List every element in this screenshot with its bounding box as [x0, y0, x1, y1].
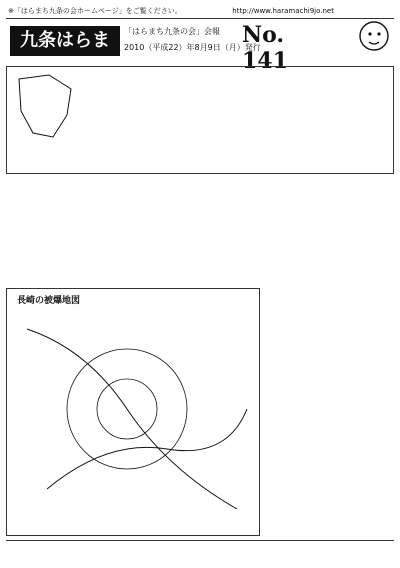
- footer-note: [6, 540, 394, 564]
- column-d: [236, 178, 262, 284]
- map-title: 長崎の被爆地図: [17, 296, 81, 306]
- intro-paragraph: [83, 71, 389, 169]
- column-g: [262, 288, 314, 536]
- column-b: [150, 178, 170, 284]
- column-f: [318, 178, 394, 556]
- column-c: [174, 178, 234, 284]
- column-a: [6, 178, 146, 284]
- mascot-illustration: [336, 2, 396, 66]
- kyushu-mini-map: [9, 71, 79, 143]
- site-url[interactable]: http://www.haramachi9jo.net: [232, 7, 334, 15]
- intro-box: [6, 66, 394, 174]
- site-label: ※「はらまち九条の会ホームページ」をご覧ください。: [8, 7, 182, 15]
- publisher: 「はらまち九条の会」会報: [124, 27, 220, 36]
- masthead: [6, 20, 336, 77]
- newsletter-title: 九条はらまち: [10, 26, 120, 56]
- bombing-map: [6, 288, 260, 536]
- issue-number: No. 141: [242, 22, 288, 74]
- map-drawing: [7, 289, 259, 535]
- issue-date: 2010（平成22）年8月9日（月）発行: [124, 43, 261, 52]
